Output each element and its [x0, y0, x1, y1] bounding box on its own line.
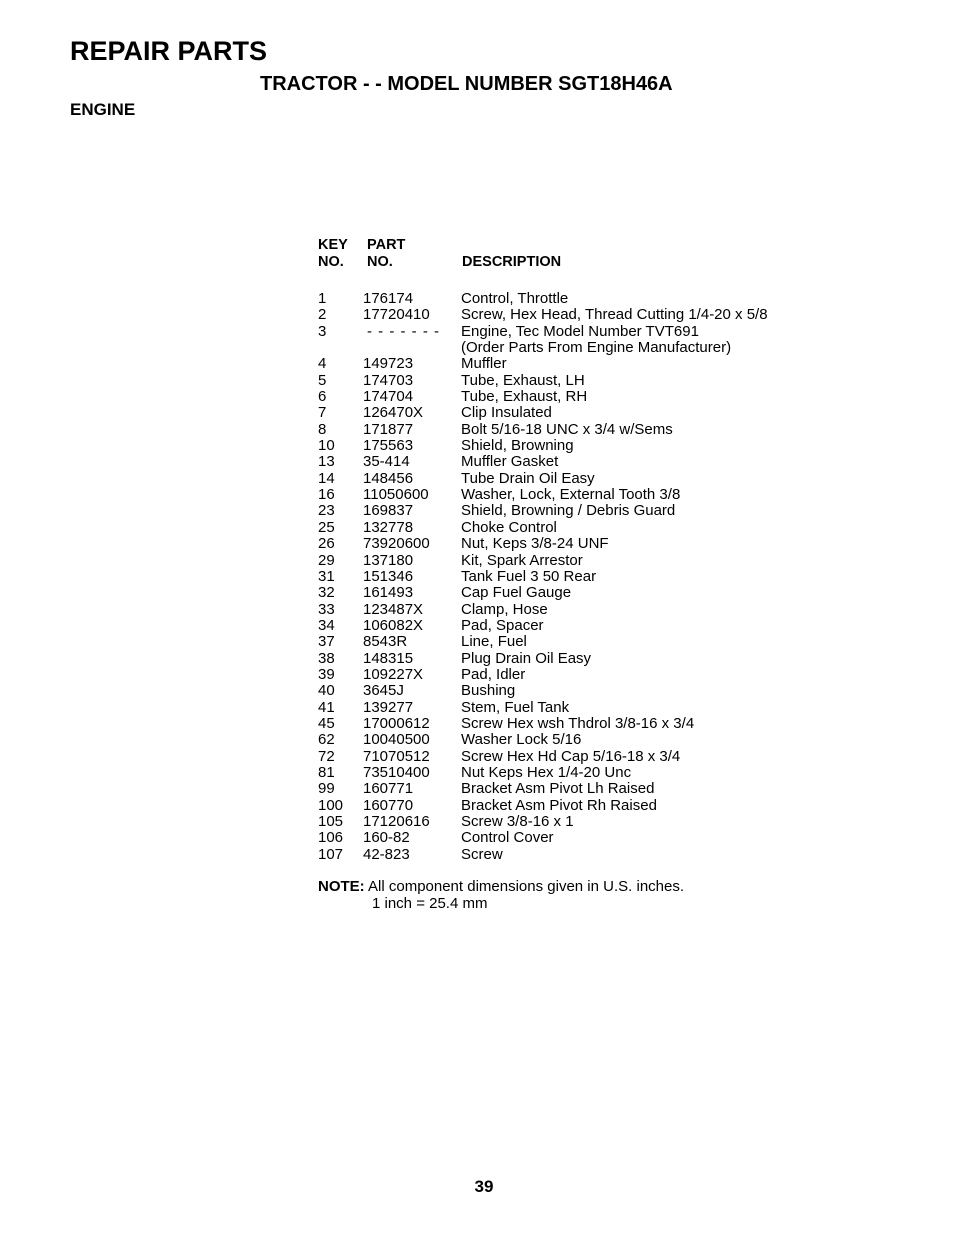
description [461, 683, 515, 699]
description [461, 405, 552, 421]
key-no: 105 [318, 813, 344, 830]
description-line: Choke Control [461, 518, 557, 536]
key-no: 7 [318, 404, 327, 422]
description [461, 765, 631, 781]
key-no: 72 [318, 747, 335, 765]
description-line: Kit, Spark Arrestor [461, 551, 583, 569]
key-no: 37 [318, 633, 335, 651]
key-no: 2 [318, 306, 327, 324]
description [461, 520, 557, 536]
key-no: 10 [318, 437, 335, 455]
description-line: Screw, Hex Head, Thread Cutting 1/4-20 x 5/8 [461, 306, 768, 324]
model-heading: TRACTOR - - MODEL NUMBER SGT18H46A [260, 73, 673, 95]
description [461, 438, 574, 454]
part-no: 160770 [363, 796, 414, 814]
part-no: 10040500 [363, 731, 430, 749]
part-no: - - - - - - - [367, 322, 440, 340]
key-no: 1 [318, 290, 327, 307]
description-line: Nut Keps Hex 1/4-20 Unc [461, 763, 632, 781]
part-no: 11050600 [363, 486, 429, 504]
part-no: 161493 [363, 584, 414, 602]
part-no: 176174 [363, 290, 414, 307]
description [461, 307, 768, 323]
part-no: 73920600 [363, 535, 430, 553]
part-no: 132778 [363, 518, 414, 536]
description-line: Shield, Browning [461, 437, 574, 455]
description [461, 732, 581, 748]
note-line2: 1 inch = 25.4 mm [372, 894, 488, 912]
description [461, 798, 657, 814]
description [461, 487, 680, 503]
description [461, 749, 680, 765]
description-line: Muffler [461, 355, 507, 373]
description-line: Bracket Asm Pivot Lh Raised [461, 780, 655, 798]
description [461, 291, 568, 307]
key-no: 14 [318, 469, 335, 487]
part-no: 148456 [363, 469, 414, 487]
part-no: 151346 [363, 567, 414, 585]
part-no: 109227X [363, 665, 424, 683]
part-no: 3645J [363, 682, 404, 700]
description-line: Clip Insulated [461, 404, 552, 422]
description-line: Washer, Lock, External Tooth 3/8 [461, 486, 681, 504]
description [461, 651, 591, 667]
key-no: 13 [318, 453, 335, 471]
description-line: Screw Hex wsh Thdrol 3/8-16 x 3/4 [461, 714, 695, 732]
description-line: Bushing [461, 682, 516, 700]
key-header-line2: NO. [318, 254, 344, 270]
description [461, 324, 731, 357]
part-no: 17120616 [363, 813, 430, 830]
note-line1: All component dimensions given in U.S. inches. [368, 878, 685, 895]
part-no: 17000612 [363, 714, 430, 732]
description-line: Tube Drain Oil Easy [461, 469, 595, 487]
key-no: 8 [318, 420, 327, 438]
part-no: 160771 [363, 780, 414, 798]
key-no: 39 [318, 665, 335, 683]
key-no: 81 [318, 763, 335, 781]
part-no: 42-823 [363, 845, 410, 863]
key-no: 62 [318, 731, 335, 749]
note [318, 879, 684, 912]
part-no: 137180 [363, 551, 414, 569]
key-no: 34 [318, 616, 335, 634]
description-line: Pad, Idler [461, 665, 526, 683]
part-no: 139277 [363, 698, 414, 716]
description [461, 847, 503, 863]
part-no: 73510400 [363, 763, 430, 781]
key-no: 25 [318, 518, 335, 536]
description-line: Bracket Asm Pivot Rh Raised [461, 796, 657, 814]
description [461, 602, 548, 618]
key-no: 29 [318, 551, 335, 569]
description-line: Line, Fuel [461, 633, 527, 651]
part-no: 8543R [363, 633, 408, 651]
description [461, 422, 673, 438]
description [461, 553, 583, 569]
part-no: 126470X [363, 404, 424, 422]
description-line: Stem, Fuel Tank [461, 698, 570, 716]
description-line: Cap Fuel Gauge [461, 584, 572, 602]
part-no: 160-82 [363, 829, 410, 847]
part-no: 148315 [363, 649, 414, 667]
key-no: 99 [318, 780, 335, 798]
description [461, 618, 544, 634]
part-no: 169837 [363, 502, 414, 520]
description-line: Tube, Exhaust, RH [461, 388, 588, 406]
description [461, 471, 595, 487]
key-no: 38 [318, 649, 335, 667]
description-line: Nut, Keps 3/8-24 UNF [461, 535, 609, 553]
part-no: 35-414 [363, 453, 410, 471]
part-header-line1: PART [367, 237, 406, 253]
description-line: Engine, Tec Model Number TVT691 [461, 322, 699, 340]
description [461, 781, 654, 797]
part-no: 175563 [363, 437, 414, 455]
description-line: Control Cover [461, 829, 554, 847]
key-no: 106 [318, 829, 344, 847]
description-line: Muffler Gasket [461, 453, 559, 471]
key-no: 32 [318, 584, 335, 602]
description-line: Screw [461, 845, 503, 863]
description-line: Clamp, Hose [461, 600, 548, 618]
key-no: 5 [318, 371, 327, 389]
key-no: 100 [318, 796, 344, 814]
part-no: 123487X [363, 600, 424, 618]
description [461, 634, 527, 650]
description-line: Pad, Spacer [461, 616, 544, 634]
part-no: 106082X [363, 616, 424, 634]
key-no: 3 [318, 322, 327, 340]
key-no: 26 [318, 535, 335, 553]
key-no: 33 [318, 600, 335, 618]
page-title: REPAIR PARTS [70, 36, 268, 66]
description-line: Control, Throttle [461, 290, 569, 307]
note-label: NOTE: [318, 878, 365, 895]
description [461, 814, 574, 830]
description [461, 454, 558, 470]
description [461, 373, 585, 389]
key-no: 23 [318, 502, 335, 520]
part-no: 174704 [363, 388, 414, 406]
description [461, 503, 675, 519]
key-no: 41 [318, 698, 335, 716]
part-no: 174703 [363, 371, 414, 389]
description [461, 536, 609, 552]
key-no: 45 [318, 714, 335, 732]
description-line: Shield, Browning / Debris Guard [461, 502, 676, 520]
description-line: Tank Fuel 3 50 Rear [461, 567, 597, 585]
description [461, 389, 587, 405]
description-line: Washer Lock 5/16 [461, 731, 582, 749]
description [461, 585, 571, 601]
description [461, 830, 554, 846]
description [461, 716, 694, 732]
description [461, 667, 525, 683]
description-line: Screw 3/8-16 x 1 [461, 813, 574, 830]
description-header: DESCRIPTION [462, 254, 562, 270]
part-no: 17720410 [363, 306, 430, 324]
part-no: 149723 [363, 355, 414, 373]
description-line: Tube, Exhaust, LH [461, 371, 585, 389]
section-heading: ENGINE [70, 100, 136, 119]
description [461, 356, 507, 372]
page-number: 39 [474, 1177, 494, 1196]
description-line: Screw Hex Hd Cap 5/16-18 x 3/4 [461, 747, 681, 765]
key-no: 107 [318, 845, 344, 863]
part-header-line2: NO. [367, 254, 393, 270]
description [461, 569, 596, 585]
description-line: Bolt 5/16-18 UNC x 3/4 w/Sems [461, 420, 673, 438]
key-no: 4 [318, 355, 327, 373]
part-no: 171877 [363, 420, 414, 438]
part-no: 71070512 [363, 747, 430, 765]
description-line: Plug Drain Oil Easy [461, 649, 592, 667]
key-no: 31 [318, 567, 335, 585]
key-no: 40 [318, 682, 335, 700]
key-no: 16 [318, 486, 335, 504]
key-header-line1: KEY [318, 237, 348, 253]
description-line-2: (Order Parts From Engine Manufacturer) [461, 339, 732, 357]
description [461, 700, 569, 716]
key-no: 6 [318, 388, 327, 406]
